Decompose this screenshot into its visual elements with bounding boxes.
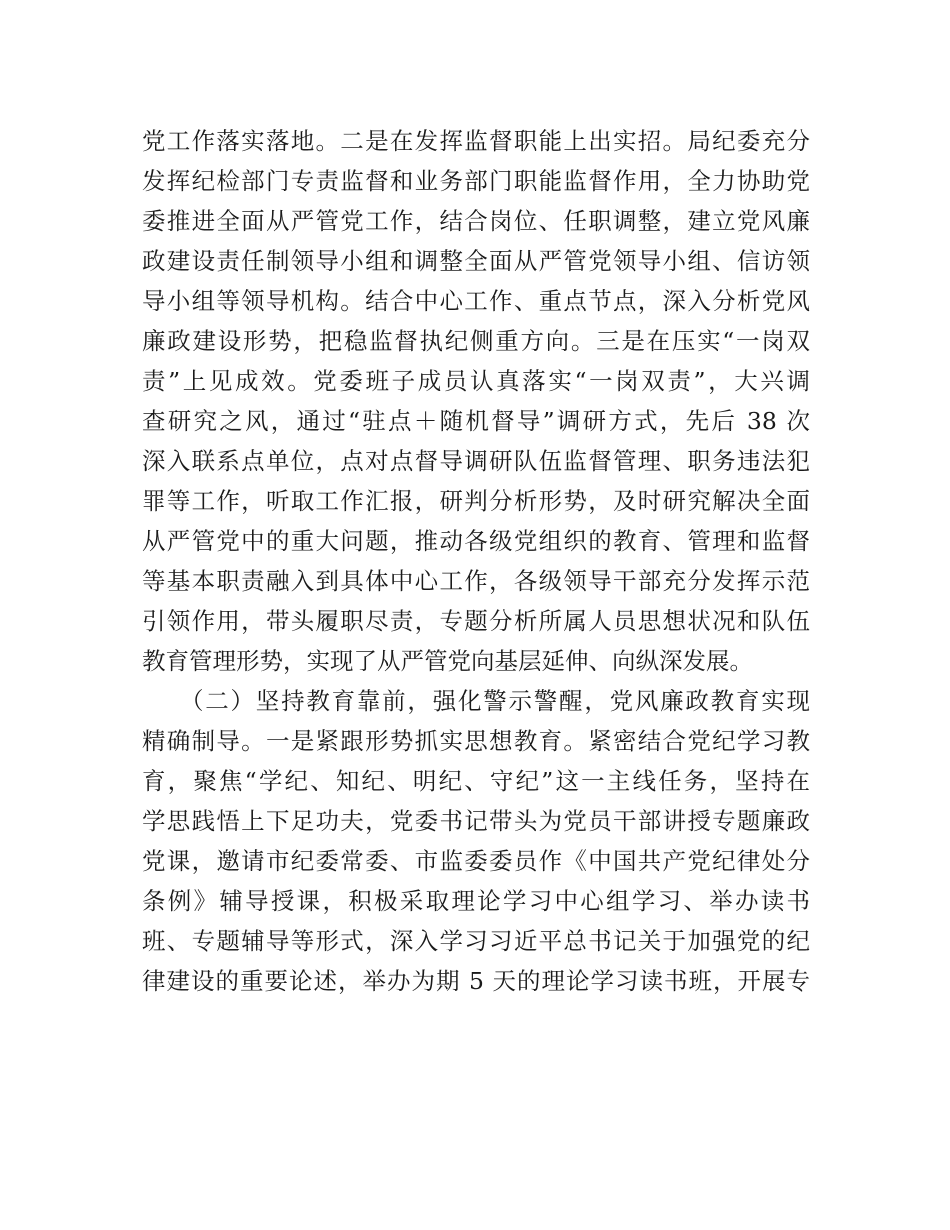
text-line-17: 育，聚焦“学纪、知纪、明纪、守纪”这一主线任务，坚持在 bbox=[142, 767, 810, 795]
text-line-19: 党课，邀请市纪委常委、市监委委员作《中国共产党纪律处分 bbox=[142, 847, 810, 875]
text-line-12: 等基本职责融入到具体中心工作，各级领导干部充分发挥示范 bbox=[142, 567, 810, 595]
text-line-11: 从严管党中的重大问题，推动各级党组织的教育、管理和监督 bbox=[142, 527, 810, 555]
text-line-7: 责”上见成效。党委班子成员认真落实“一岗双责”，大兴调 bbox=[142, 367, 810, 395]
text-line-2: 发挥纪检部门专责监督和业务部门职能监督作用，全力协助党 bbox=[142, 167, 810, 195]
text-line-10: 罪等工作，听取工作汇报，研判分析形势，及时研究解决全面 bbox=[142, 487, 810, 515]
text-line-21: 班、专题辅导等形式，深入学习习近平总书记关于加强党的纪 bbox=[142, 927, 810, 955]
text-line-1: 党工作落实落地。二是在发挥监督职能上出实招。局纪委充分 bbox=[142, 127, 810, 155]
text-line-18: 学思践悟上下足功夫，党委书记带头为党员干部讲授专题廉政 bbox=[142, 807, 810, 835]
text-line-15: （二）坚持教育靠前，强化警示警醒，党风廉政教育实现 bbox=[180, 687, 810, 715]
text-line-9: 深入联系点单位，点对点督导调研队伍监督管理、职务违法犯 bbox=[142, 447, 810, 475]
text-line-6: 廉政建设形势，把稳监督执纪侧重方向。三是在压实“一岗双 bbox=[142, 327, 810, 355]
text-line-8: 查研究之风，通过“驻点＋随机督导”调研方式，先后 38 次 bbox=[142, 407, 810, 435]
text-line-16: 精确制导。一是紧跟形势抓实思想教育。紧密结合党纪学习教 bbox=[142, 727, 810, 755]
text-line-20: 条例》辅导授课，积极采取理论学习中心组学习、举办读书 bbox=[142, 887, 810, 915]
text-line-3: 委推进全面从严管党工作，结合岗位、任职调整，建立党风廉 bbox=[142, 207, 810, 235]
text-line-4: 政建设责任制领导小组和调整全面从严管党领导小组、信访领 bbox=[142, 247, 810, 275]
text-line-5: 导小组等领导机构。结合中心工作、重点节点，深入分析党风 bbox=[142, 287, 810, 315]
text-line-13: 引领作用，带头履职尽责，专题分析所属人员思想状况和队伍 bbox=[142, 607, 810, 635]
text-line-22: 律建设的重要论述，举办为期 5 天的理论学习读书班，开展专 bbox=[142, 967, 810, 995]
text-line-14: 教育管理形势，实现了从严管党向基层延伸、向纵深发展。 bbox=[142, 647, 753, 675]
